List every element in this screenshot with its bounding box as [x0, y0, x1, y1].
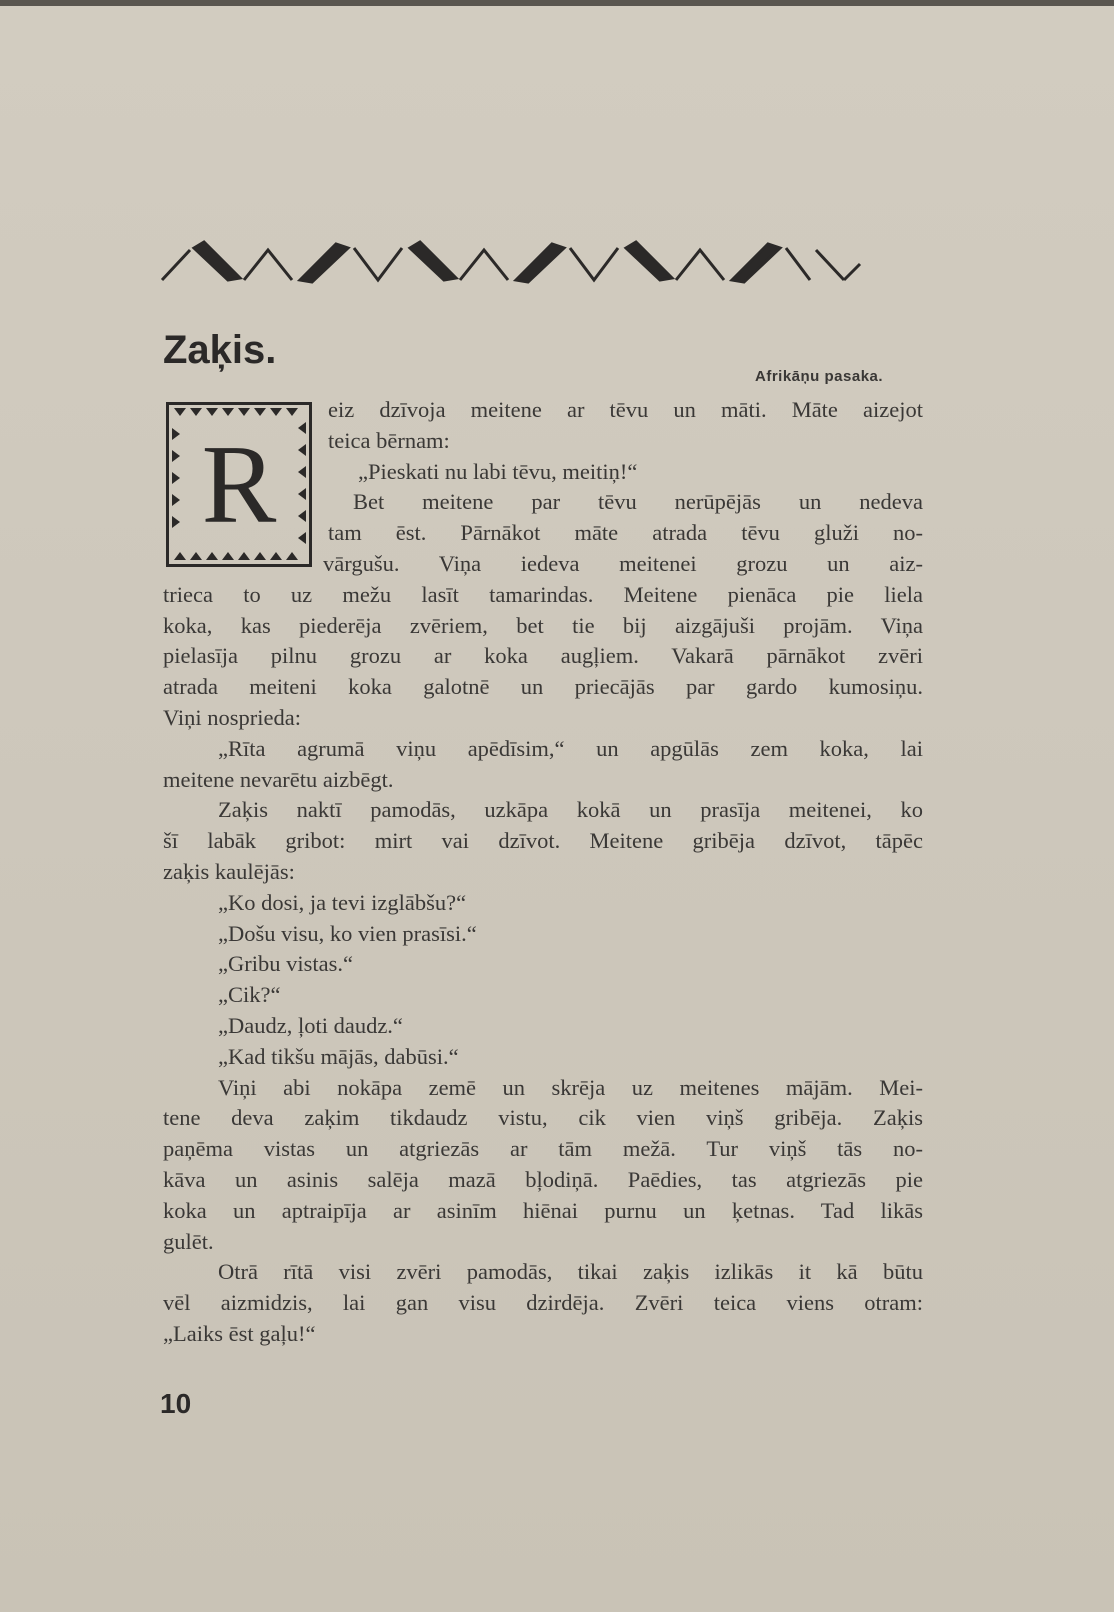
text-line: „Došu visu, ko vien prasīsi.“	[218, 920, 477, 946]
text-line: „Laiks ēst gaļu!“	[163, 1320, 316, 1346]
page-top-edge	[0, 0, 1114, 6]
text-line: eiz dzīvoja meitene ar tēvu un māti. Māte aizejot	[328, 397, 923, 422]
text-line: Bet meitene par tēvu nerūpējās un nedeva	[353, 489, 923, 515]
text-line: kāva un asinis salēja mazā bļodiņā. Paēdies, tas atgriezās pie	[163, 1166, 923, 1192]
zigzag-triangle-ornament-icon	[160, 220, 930, 290]
story-title: Zaķis.	[163, 328, 277, 372]
text-line: zaķis kaulējās:	[163, 858, 295, 884]
text-line: „Rīta agrumā viņu apēdīsim,“ un apgūlās zem koka, lai	[218, 735, 923, 761]
text-line: „Daudz, ļoti daudz.“	[218, 1012, 403, 1038]
text-line: tene deva zaķim tikdaudz vistu, cik vien viņš gribēja. Zaķis	[163, 1105, 923, 1131]
text-line: pielasīja pilnu grozu ar koka augļiem. Vakarā pārnākot zvēri	[163, 643, 923, 669]
text-line: „Cik?“	[218, 982, 281, 1008]
text-line: tam ēst. Pārnākot māte atrada tēvu gluži no-	[328, 520, 923, 546]
text-line: vēl aizmidzis, lai gan visu dzirdēja. Zvēri teica viens otram:	[163, 1290, 923, 1316]
story-body	[163, 395, 923, 1350]
text-line: „Kad tikšu mājās, dabūsi.“	[218, 1043, 459, 1069]
text-line: Viņi nosprieda:	[163, 704, 301, 730]
story-subtitle: Afrikāņu pasaka.	[755, 368, 884, 385]
text-line: vārgušu. Viņa iedeva meitenei grozu un aiz-	[323, 550, 923, 576]
text-line: teica bērnam:	[328, 427, 450, 453]
text-line: atrada meiteni koka galotnē un priecājās par gardo kumosiņu.	[163, 674, 923, 700]
text-line: „Gribu vistas.“	[218, 951, 353, 977]
text-line: šī labāk gribot: mirt vai dzīvot. Meitene gribēja dzīvot, tāpēc	[163, 828, 923, 854]
text-line: koka un aptraipīja ar asinīm hiēnai purnu un ķetnas. Tad likās	[163, 1197, 923, 1223]
text-line: meitene nevarētu aizbēgt.	[163, 766, 394, 792]
text-line: gulēt.	[163, 1228, 214, 1254]
text-line: „Ko dosi, ja tevi izglābšu?“	[218, 889, 467, 915]
text-line: „Pieskati nu labi tēvu, meitiņ!“	[358, 458, 638, 484]
page-number: 10	[160, 1388, 192, 1419]
dropcap-letter: R	[201, 422, 277, 547]
text-line: Zaķis naktī pamodās, uzkāpa kokā un prasīja meitenei, ko	[218, 797, 923, 823]
text-line: Viņi abi nokāpa zemē un skrēja uz meitenes mājām. Mei-	[218, 1074, 923, 1100]
text-line: Otrā rītā visi zvēri pamodās, tikai zaķis izlikās it kā būtu	[218, 1259, 923, 1285]
text-line: trieca to uz mežu lasīt tamarindas. Meitene pienāca pie liela	[163, 581, 923, 607]
text-line: paņēma vistas un atgriezās ar tām mežā. Tur viņš tās no-	[163, 1136, 923, 1162]
text-line: koka, kas piederēja zvēriem, bet tie bij aizgājuši projām. Viņa	[163, 612, 923, 638]
